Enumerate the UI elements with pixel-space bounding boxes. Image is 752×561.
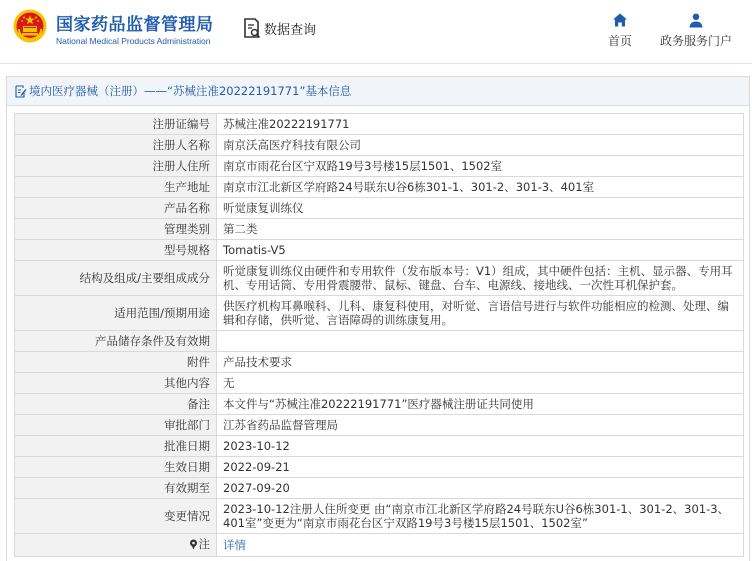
- field-label: 型号规格: [15, 240, 217, 261]
- table-row: [15, 261, 744, 296]
- field-label: 管理类别: [15, 219, 217, 240]
- table-row: [15, 135, 744, 156]
- field-label: 结构及组成/主要组成成分: [15, 261, 217, 296]
- nav-home[interactable]: [600, 12, 640, 52]
- field-label: 变更情况: [15, 499, 217, 534]
- table-row: [15, 177, 744, 198]
- field-value: 第二类: [217, 219, 744, 240]
- field-value: 南京沃高医疗科技有限公司: [217, 135, 744, 156]
- field-label: 生产地址: [15, 177, 217, 198]
- field-label: 有效期至: [15, 478, 217, 499]
- field-label: 生效日期: [15, 457, 217, 478]
- table-row: [15, 114, 744, 135]
- field-label: 注: [198, 537, 210, 551]
- data-query-label[interactable]: 数据查询: [264, 22, 317, 38]
- table-row: [15, 331, 744, 352]
- nav-portal-label[interactable]: 政务服务门户: [659, 34, 732, 48]
- table-row: [15, 296, 744, 331]
- field-value: 2023-10-12注册人住所变更 由“南京市江北新区学府路24号联东U谷6栋301-1、301-2、301-3、401室”变更为“南京市雨花台区宁双路19号3号楼15层1501、1502室”: [217, 499, 744, 534]
- note-label: [189, 537, 211, 551]
- pin-icon: [189, 539, 198, 550]
- home-icon: [612, 12, 628, 28]
- field-value: 产品技术要求: [217, 352, 744, 373]
- field-label: 附件: [15, 352, 217, 373]
- field-label: 注册人名称: [15, 135, 217, 156]
- table-row: [15, 198, 744, 219]
- field-value: 听觉康复训练仪: [217, 198, 744, 219]
- table-row: [15, 373, 744, 394]
- field-label: 审批部门: [15, 415, 217, 436]
- registration-info-table: [14, 113, 744, 557]
- field-value: 苏械注准20222191771: [217, 114, 744, 135]
- field-value: 供医疗机构耳鼻喉科、儿科、康复科使用，对听觉、言语信号进行与软件功能相应的检测、处理、编辑和存储，供听觉、言语障碍的训练康复用。: [217, 296, 744, 331]
- table-row: [15, 240, 744, 261]
- table-row: [15, 457, 744, 478]
- info-panel: [6, 76, 750, 561]
- site-title[interactable]: 国家药品监督管理局: [56, 15, 214, 35]
- note-label-cell: [15, 534, 217, 557]
- site-header: [0, 0, 752, 64]
- document-search-icon: [242, 16, 262, 40]
- field-value: 2027-09-20: [217, 478, 744, 499]
- field-value: 听觉康复训练仪由硬件和专用软件（发布版本号：V1）组成，其中硬件包括：主机、显示器、专用耳机、专用话筒、专用骨震腰带、鼠标、键盘、台车、电源线、接地线、一次性耳机保护套。: [217, 261, 744, 296]
- field-value: 本文件与“苏械注准20222191771”医疗器械注册证共同使用: [217, 394, 744, 415]
- data-query-link[interactable]: [242, 16, 316, 40]
- table-row: [15, 499, 744, 534]
- table-row: [15, 436, 744, 457]
- table-row: [15, 352, 744, 373]
- field-label: 产品储存条件及有效期: [15, 331, 217, 352]
- table-row: [15, 415, 744, 436]
- field-label: 批准日期: [15, 436, 217, 457]
- nav-home-label[interactable]: 首页: [607, 34, 632, 48]
- national-emblem-icon[interactable]: [13, 9, 47, 43]
- field-label: 注册人住所: [15, 156, 217, 177]
- details-link[interactable]: 详情: [223, 537, 246, 552]
- field-value: 南京市江北新区学府路24号联东U谷6栋301-1、301-2、301-3、401室: [217, 177, 744, 198]
- table-row: [15, 394, 744, 415]
- table-row: [15, 478, 744, 499]
- panel-header: [7, 77, 749, 106]
- field-value: 2022-09-21: [217, 457, 744, 478]
- field-value: [217, 331, 744, 352]
- field-label: 备注: [15, 394, 217, 415]
- field-label: 其他内容: [15, 373, 217, 394]
- site-subtitle[interactable]: National Medical Products Administration: [56, 36, 211, 46]
- field-label: 适用范围/预期用途: [15, 296, 217, 331]
- field-label: 注册证编号: [15, 114, 217, 135]
- document-edit-icon: [15, 85, 27, 98]
- field-label: 产品名称: [15, 198, 217, 219]
- table-row: [15, 534, 744, 557]
- nav-portal[interactable]: [654, 12, 738, 52]
- field-value: 江苏省药品监督管理局: [217, 415, 744, 436]
- field-value: Tomatis-V5: [217, 240, 744, 261]
- panel-title: 境内医疗器械（注册）——“苏械注准20222191771”基本信息: [29, 84, 352, 98]
- table-row: [15, 219, 744, 240]
- field-value: 2023-10-12: [217, 436, 744, 457]
- table-row: [15, 156, 744, 177]
- field-value: 无: [217, 373, 744, 394]
- user-icon: [688, 12, 704, 28]
- field-value: 南京市雨花台区宁双路19号3号楼15层1501、1502室: [217, 156, 744, 177]
- field-value: [217, 534, 744, 557]
